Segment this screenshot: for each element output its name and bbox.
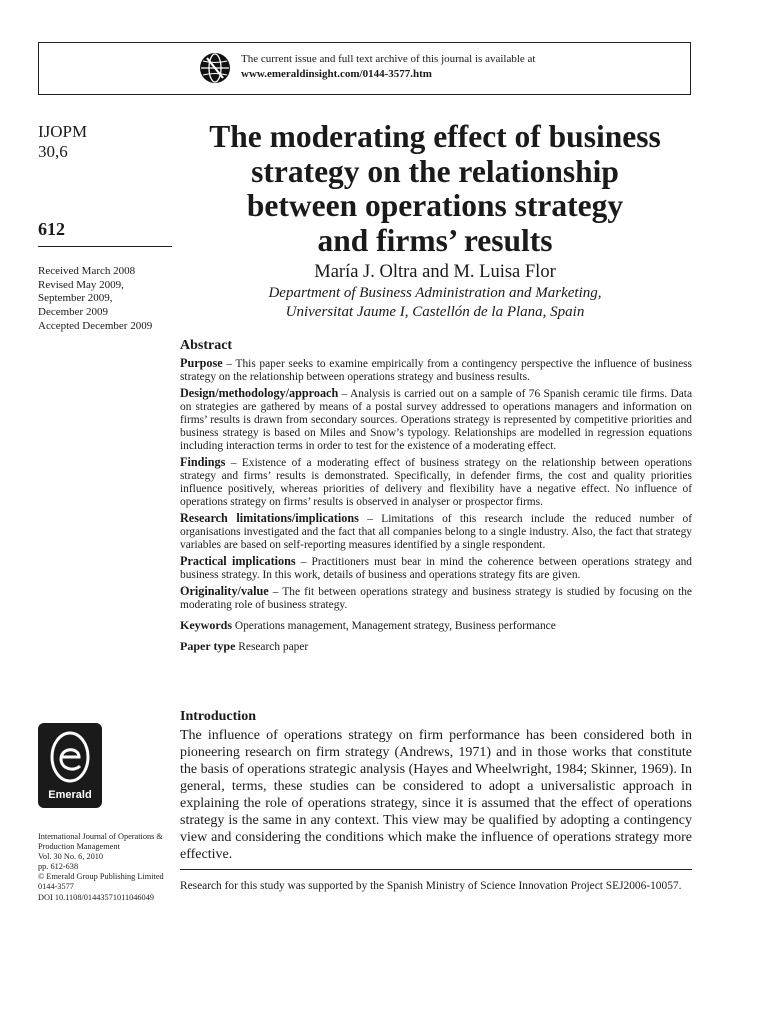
section-text: – Limitations of this research include the reduced number of organisations investigated and the fact that all companies belong to a single industry. Also, the fact that strategy variables are based on self-reporting measures identified by a single respondent. bbox=[180, 513, 692, 551]
abstract-design bbox=[180, 387, 692, 453]
pubinfo-line: © Emerald Group Publishing Limited bbox=[38, 872, 164, 882]
title-line: The moderating effect of business bbox=[209, 119, 661, 154]
emerald-logo bbox=[38, 723, 102, 808]
section-label: Originality/value bbox=[180, 584, 269, 598]
section-label: Design/methodology/approach bbox=[180, 386, 339, 400]
keywords-text: Operations management, Management strategy, Business performance bbox=[232, 620, 556, 632]
sidebar-divider bbox=[38, 246, 172, 247]
section-text: – Existence of a moderating effect of business strategy on the relationship between operations strategy and firms’ results is demonstrated. Specifically, in defender firms, the cost and quality priorities influence positively, whereas priorities of delivery and flexibility have a negative effect. No influence of operations strategy on firms’ results is observed in analyser or prospector firms. bbox=[180, 457, 692, 508]
keywords-label: Keywords bbox=[180, 618, 232, 632]
footnote-divider bbox=[180, 869, 692, 870]
history-line: December 2009 bbox=[38, 306, 108, 319]
section-text: – The fit between operations strategy and business strategy is studied by focusing on the moderating role of business strategy. bbox=[180, 586, 692, 611]
paper-type-label: Paper type bbox=[180, 639, 236, 653]
abstract-practical bbox=[180, 555, 692, 582]
title-line: strategy on the relationship bbox=[251, 153, 619, 189]
article-title bbox=[175, 120, 695, 258]
journal-volume: 30,6 bbox=[38, 142, 68, 161]
introduction bbox=[180, 709, 692, 863]
abstract-originality bbox=[180, 585, 692, 612]
journal-id bbox=[38, 122, 87, 162]
section-text: – Analysis is carried out on a sample of 76 Spanish ceramic tile firms. Data on strategies are gathered by means of a postal survey addressed to operations managers and information on firms’ results is drawn from secondary sources. Operations strategy is represented by competitive priorities and business strategy is based on Miles and Snow’s typology. Relationships are modelled in regression equations including interaction terms in order to test for the existence of a moderating effect. bbox=[180, 388, 692, 452]
abstract-limitations bbox=[180, 512, 692, 552]
footnote: Research for this study was supported by the Spanish Ministry of Science Innovation Project SEJ2006-10057. bbox=[180, 880, 682, 892]
logo-text: Emerald bbox=[48, 789, 92, 801]
affiliation bbox=[175, 284, 695, 322]
section-label: Findings bbox=[180, 455, 226, 469]
section-label: Practical implications bbox=[180, 554, 296, 568]
globe-icon bbox=[199, 52, 231, 84]
abstract-findings bbox=[180, 456, 692, 509]
pubinfo-line: Vol. 30 No. 6, 2010 bbox=[38, 852, 104, 862]
pubinfo-line: DOI 10.1108/01443571011046049 bbox=[38, 892, 154, 902]
journal-banner bbox=[38, 42, 691, 95]
section-text: – This paper seeks to examine empirically from a contingency perspective the influence of business strategy on the relationship between operations strategy and business results. bbox=[180, 358, 692, 383]
history-line: Accepted December 2009 bbox=[38, 319, 153, 332]
pubinfo-line: pp. 612-638 bbox=[38, 862, 79, 872]
abstract bbox=[180, 338, 692, 654]
history-line: Revised May 2009, bbox=[38, 278, 124, 291]
history-line: September 2009, bbox=[38, 292, 113, 305]
page-number: 612 bbox=[38, 219, 65, 239]
publication-info bbox=[38, 832, 178, 903]
section-text: – Practitioners must bear in mind the coherence between operations strategy and business strategy. In this work, details of business and operations strategy fits are given. bbox=[180, 556, 692, 581]
pubinfo-line: International Journal of Operations & bbox=[38, 832, 163, 841]
section-label: Purpose bbox=[180, 356, 223, 370]
paper-type bbox=[180, 639, 692, 654]
keywords bbox=[180, 618, 692, 633]
pubinfo-line: Production Management bbox=[38, 842, 120, 852]
banner-url-link[interactable]: www.emeraldinsight.com/0144-3577.htm bbox=[241, 68, 432, 80]
introduction-heading: Introduction bbox=[180, 709, 256, 724]
introduction-body: The influence of operations strategy on firm performance has been considered both in pioneering research on firm strategy (Andrews, 1971) and in those works that constitute the basis of operations strategic analysis (Hayes and Wheelwright, 1984; Skinner, 1969). In general, terms, these studies can be considered to adopt a universalistic approach in explaining the role of operations strategy, since it is assumed that the effect of operations strategy is the same in any context. This view may be qualified by adopting a contingency view and considering the conditions which make the influence of operations strategy more effective. bbox=[180, 728, 693, 862]
affiliation-line: Universitat Jaume I, Castellón de la Plana, Spain bbox=[285, 304, 585, 320]
affiliation-line: Department of Business Administration and Marketing, bbox=[268, 285, 602, 301]
journal-abbrev: IJOPM bbox=[38, 122, 88, 141]
pubinfo-line: 0144-3577 bbox=[38, 882, 74, 892]
history-line: Received March 2008 bbox=[38, 265, 136, 277]
emerald-e-icon bbox=[48, 730, 92, 786]
title-line: and firms’ results bbox=[317, 222, 553, 258]
abstract-purpose bbox=[180, 357, 692, 384]
title-line: between operations strategy bbox=[246, 188, 624, 223]
section-label: Research limitations/implications bbox=[180, 511, 359, 525]
paper-type-text: Research paper bbox=[235, 641, 309, 653]
article-history bbox=[38, 265, 152, 334]
authors: María J. Oltra and M. Luisa Flor bbox=[314, 262, 556, 282]
banner-text: The current issue and full text archive of this journal is available at bbox=[241, 53, 536, 65]
abstract-heading: Abstract bbox=[180, 338, 233, 353]
